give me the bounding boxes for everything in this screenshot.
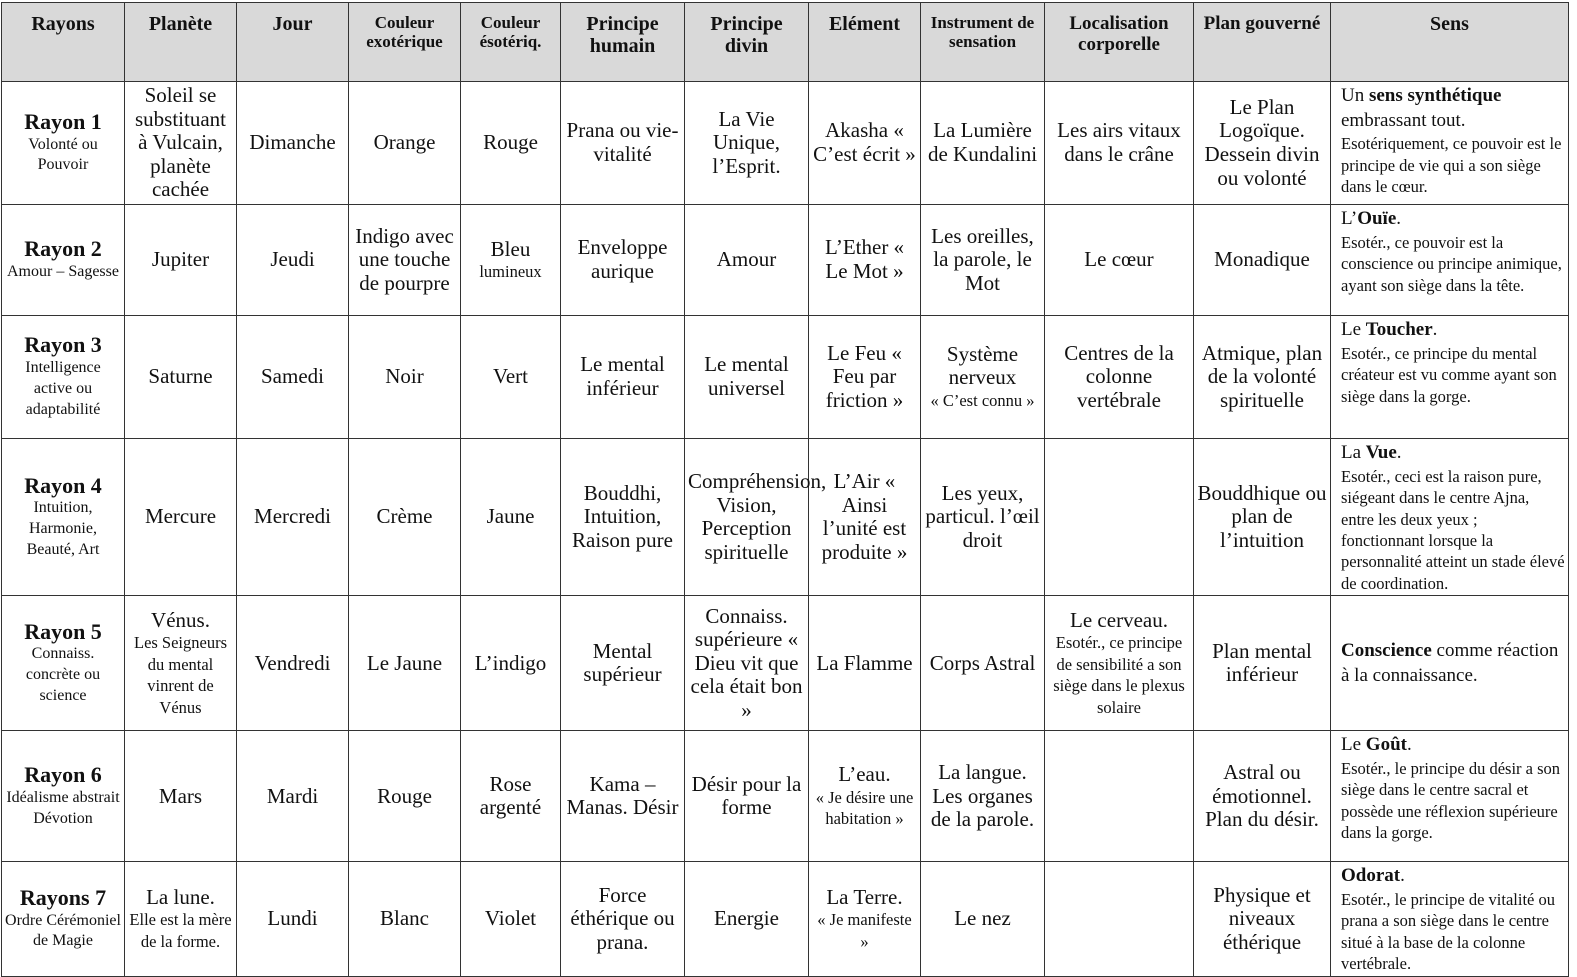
instrument-cell	[921, 731, 1045, 862]
header-row	[2, 3, 1569, 82]
sense-suffix: embrassant tout.	[1341, 109, 1466, 131]
sense-detail: Esotér., ce principe du mental créateur est vu comme ayant son siège dans la gorge.	[1341, 343, 1557, 406]
ray-subtitle: Idéalisme abstrait Dévotion	[6, 788, 120, 827]
sense-heading	[1341, 734, 1412, 755]
planet-cell	[125, 205, 237, 316]
day-cell: Samedi	[237, 316, 349, 439]
exoteric-color-cell: Blanc	[349, 862, 461, 976]
instrument-text: Corps Astral	[929, 650, 1036, 675]
sense-detail: Esotér., le principe du désir a son siège dans le centre sacral et possède une réflexion supérieure dans la gorge.	[1341, 759, 1561, 843]
planet-text: Vénus.	[151, 607, 210, 632]
planet-text: Mars	[158, 783, 203, 808]
instrument-text: Le nez	[954, 906, 1011, 931]
human-principle-cell: Bouddhi, Intuition, Raison pure	[561, 439, 685, 596]
ray-subtitle: Connaiss. concrète ou science	[25, 645, 101, 705]
sense-cell	[1331, 596, 1569, 731]
ray-cell	[2, 82, 125, 205]
sense-cell	[1331, 316, 1569, 439]
exoteric-color-cell: Le Jaune	[349, 596, 461, 731]
human-principle-cell: Mental supérieur	[561, 596, 685, 731]
sense-heading	[1341, 442, 1402, 463]
header-localisation: Localisation corporelle	[1045, 3, 1194, 82]
element-text: Akasha « C’est écrit »	[813, 118, 916, 166]
element-subtext: « Je manifeste »	[817, 910, 912, 951]
table-row	[2, 731, 1569, 862]
esoteric-color-subtext: lumineux	[479, 262, 542, 282]
planet-text: Soleil se substituant à Vulcain, planète cachée	[134, 83, 226, 202]
plane-cell: Atmique, plan de la volonté spirituelle	[1194, 316, 1331, 439]
planet-cell	[125, 439, 237, 596]
element-subtext: « Je désire une habitation »	[815, 787, 914, 829]
sense-heading	[1341, 85, 1501, 131]
instrument-cell	[921, 205, 1045, 316]
divine-principle-cell: Le mental universel	[685, 316, 809, 439]
planet-cell	[125, 731, 237, 862]
planet-text: Jupiter	[151, 247, 210, 272]
sense-cell	[1331, 82, 1569, 205]
esoteric-color-text: Bleu	[490, 236, 531, 261]
table-row	[2, 439, 1569, 596]
ray-title: Rayon 4	[24, 472, 102, 498]
esoteric-color-cell	[461, 205, 561, 316]
sense-heading	[1341, 865, 1405, 886]
table-row	[2, 596, 1569, 731]
header-element: Elément	[809, 3, 921, 82]
sense-suffix: .	[1432, 319, 1438, 340]
rays-table	[1, 2, 1569, 977]
ray-subtitle: Intuition, Harmonie, Beauté, Art	[26, 499, 100, 558]
header-couleur-exoterique: Couleur exotérique	[349, 3, 461, 82]
day-cell: Vendredi	[237, 596, 349, 731]
body-location-cell	[1045, 205, 1194, 316]
instrument-text: Système nerveux	[946, 341, 1019, 390]
esoteric-color-cell	[461, 596, 561, 731]
instrument-text: La Lumière de Kundalini	[927, 118, 1038, 166]
day-cell: Lundi	[237, 862, 349, 976]
planet-subtext: Elle est la mère de la forme.	[129, 910, 232, 951]
sense-suffix: .	[1400, 865, 1405, 887]
sense-detail: Esotériquement, ce pouvoir est le principe de vie qui a son siège dans le cœur.	[1341, 134, 1562, 197]
header-sens: Sens	[1331, 3, 1569, 82]
header-jour: Jour	[237, 3, 349, 82]
divine-principle-cell: La Vie Unique, l’Esprit.	[685, 82, 809, 205]
element-text: L’Ether « Le Mot »	[824, 235, 905, 283]
instrument-text: La langue. Les organes de la parole.	[930, 760, 1035, 832]
element-text: La Flamme	[816, 650, 913, 675]
ray-cell	[2, 596, 125, 731]
plane-cell: Plan mental inférieur	[1194, 596, 1331, 731]
sense-prefix: La	[1341, 442, 1366, 463]
ray-subtitle: Volonté ou Pouvoir	[28, 135, 98, 174]
human-principle-cell: Force éthérique ou prana.	[561, 862, 685, 976]
day-cell: Jeudi	[237, 205, 349, 316]
divine-principle-cell: Connaiss. supérieure « Dieu vit que cela était bon »	[685, 596, 809, 731]
sense-keyword: Ouïe	[1357, 208, 1397, 229]
sense-heading	[1341, 319, 1437, 340]
day-cell: Dimanche	[237, 82, 349, 205]
divine-principle-cell: Désir pour la forme	[685, 731, 809, 862]
sense-heading	[1341, 208, 1401, 229]
sense-cell	[1331, 205, 1569, 316]
esoteric-color-cell	[461, 82, 561, 205]
header-principe-humain: Principe humain	[561, 3, 685, 82]
plane-cell: Astral ou émotionnel. Plan du désir.	[1194, 731, 1331, 862]
table-row	[2, 862, 1569, 976]
element-cell	[809, 731, 921, 862]
plane-cell: Monadique	[1194, 205, 1331, 316]
human-principle-cell: Enveloppe aurique	[561, 205, 685, 316]
ray-title: Rayon 6	[24, 762, 102, 788]
divine-principle-cell: Amour	[685, 205, 809, 316]
sense-cell	[1331, 731, 1569, 862]
sense-suffix: .	[1396, 208, 1402, 229]
plane-cell: Bouddhique ou plan de l’intuition	[1194, 439, 1331, 596]
body-location-cell	[1045, 439, 1194, 596]
sense-prefix: L’	[1341, 208, 1358, 229]
human-principle-cell: Prana ou vie-vitalité	[561, 82, 685, 205]
sense-keyword: Toucher	[1365, 319, 1433, 340]
element-cell	[809, 316, 921, 439]
esoteric-color-text: Vert	[493, 364, 528, 389]
body-location-cell	[1045, 862, 1194, 976]
sense-keyword: sens synthétique	[1368, 85, 1502, 106]
sense-suffix: .	[1396, 442, 1402, 463]
esoteric-color-text: Rose argenté	[479, 771, 542, 820]
planet-cell	[125, 862, 237, 976]
element-cell	[809, 862, 921, 976]
instrument-cell	[921, 82, 1045, 205]
esoteric-color-cell	[461, 731, 561, 862]
esoteric-color-text: Violet	[484, 906, 537, 931]
sense-detail: Esotér., ce pouvoir est la conscience ou principe animique, ayant son siège dans la tête.	[1341, 232, 1562, 295]
ray-subtitle: Intelligence active ou adaptabilité	[25, 359, 101, 418]
ray-title: Rayon 5	[24, 618, 102, 644]
sense-detail: Esotér., le principe de vitalité ou prana a son siège dans le centre situé à la base de la colonne vertébrale.	[1341, 890, 1555, 974]
instrument-cell	[921, 439, 1045, 596]
human-principle-cell: Kama – Manas. Désir	[561, 731, 685, 862]
table-row	[2, 82, 1569, 205]
planet-text: Mercure	[144, 504, 217, 529]
day-cell: Mardi	[237, 731, 349, 862]
sense-cell	[1331, 862, 1569, 976]
body-location-text: Centres de la colonne vertébrale	[1064, 340, 1174, 412]
element-cell	[809, 205, 921, 316]
instrument-subtext: « C’est connu »	[930, 390, 1035, 410]
esoteric-color-cell	[461, 439, 561, 596]
ray-subtitle: Ordre Cérémoniel de Magie	[5, 911, 121, 950]
planet-cell	[125, 596, 237, 731]
esoteric-color-text: L’indigo	[474, 650, 547, 675]
divine-principle-cell: Energie	[685, 862, 809, 976]
body-location-text: Les airs vitaux dans le crâne	[1057, 118, 1181, 166]
instrument-text: Les oreilles, la parole, le Mot	[931, 223, 1034, 295]
sense-suffix: comme réaction à la connaissance.	[1341, 640, 1559, 686]
exoteric-color-cell: Rouge	[349, 731, 461, 862]
table-row	[2, 205, 1569, 316]
esoteric-color-cell	[461, 862, 561, 976]
element-cell	[809, 82, 921, 205]
sense-prefix: Le	[1341, 734, 1366, 756]
ray-title: Rayon 2	[24, 236, 102, 262]
ray-cell	[2, 439, 125, 596]
instrument-cell	[921, 596, 1045, 731]
element-cell	[809, 596, 921, 731]
sense-suffix: .	[1406, 734, 1412, 756]
element-text: Le Feu « Feu par friction »	[825, 340, 904, 412]
sense-prefix: Le	[1341, 319, 1366, 340]
exoteric-color-cell: Orange	[349, 82, 461, 205]
ray-title: Rayon 1	[24, 108, 102, 134]
table-body	[2, 82, 1569, 977]
esoteric-color-text: Rouge	[483, 130, 538, 155]
sense-keyword: Odorat	[1341, 865, 1401, 887]
planet-cell	[125, 316, 237, 439]
header-planete: Planète	[125, 3, 237, 82]
divine-principle-cell: Compréhension, Vision, Perception spirituelle	[685, 439, 809, 596]
ray-title: Rayons 7	[19, 884, 107, 910]
body-location-cell	[1045, 316, 1194, 439]
instrument-cell	[921, 316, 1045, 439]
ray-cell	[2, 862, 125, 976]
esoteric-color-text: Jaune	[486, 504, 535, 529]
planet-text: La lune.	[146, 884, 215, 909]
header-couleur-esoterique: Couleur ésotériq.	[461, 3, 561, 82]
plane-cell: Physique et niveaux éthérique	[1194, 862, 1331, 976]
sense-keyword: Vue	[1365, 442, 1397, 463]
body-location-text: Le cerveau.	[1070, 607, 1168, 632]
body-location-cell	[1045, 731, 1194, 862]
exoteric-color-cell: Noir	[349, 316, 461, 439]
planet-subtext: Les Seigneurs du mental vinrent de Vénus	[133, 633, 228, 717]
instrument-text: Les yeux, particul. l’œil droit	[925, 480, 1040, 552]
planet-cell	[125, 82, 237, 205]
exoteric-color-cell: Indigo avec une touche de pourpre	[349, 205, 461, 316]
ray-cell	[2, 205, 125, 316]
body-location-cell	[1045, 82, 1194, 205]
day-cell: Mercredi	[237, 439, 349, 596]
header-plan: Plan gouverné	[1194, 3, 1331, 82]
body-location-cell	[1045, 596, 1194, 731]
body-location-text: Le cœur	[1084, 247, 1154, 272]
element-text: L’Air « Ainsi l’unité est produite »	[821, 469, 908, 564]
human-principle-cell: Le mental inférieur	[561, 316, 685, 439]
instrument-cell	[921, 862, 1045, 976]
exoteric-color-cell: Crème	[349, 439, 461, 596]
element-text: L’eau.	[838, 762, 891, 787]
sense-heading	[1341, 640, 1558, 686]
ray-title: Rayon 3	[24, 332, 102, 358]
planet-text: Saturne	[148, 364, 213, 389]
sense-prefix: Un	[1341, 85, 1369, 106]
ray-cell	[2, 731, 125, 862]
esoteric-color-cell	[461, 316, 561, 439]
plane-cell: Le Plan Logoïque. Dessein divin ou volonté	[1194, 82, 1331, 205]
table-row	[2, 316, 1569, 439]
sense-keyword: Goût	[1365, 734, 1407, 756]
sense-detail: Esotér., ceci est la raison pure, siégeant dans le centre Ajna, entre les deux yeux ; fonctionnant lorsque la personnalité atteint un stade élevé de coordination.	[1341, 466, 1565, 593]
body-location-subtext: Esotér., ce principe de sensibilité a son siège dans le plexus solaire	[1053, 633, 1185, 717]
sense-keyword: Conscience	[1341, 640, 1432, 662]
header-rayons: Rayons	[2, 3, 125, 82]
element-cell	[809, 439, 921, 596]
ray-cell	[2, 316, 125, 439]
header-instrument: Instrument de sensation	[921, 3, 1045, 82]
header-principe-divin: Principe divin	[685, 3, 809, 82]
sense-cell	[1331, 439, 1569, 596]
ray-subtitle: Amour – Sagesse	[7, 262, 119, 280]
element-text: La Terre.	[826, 884, 903, 909]
